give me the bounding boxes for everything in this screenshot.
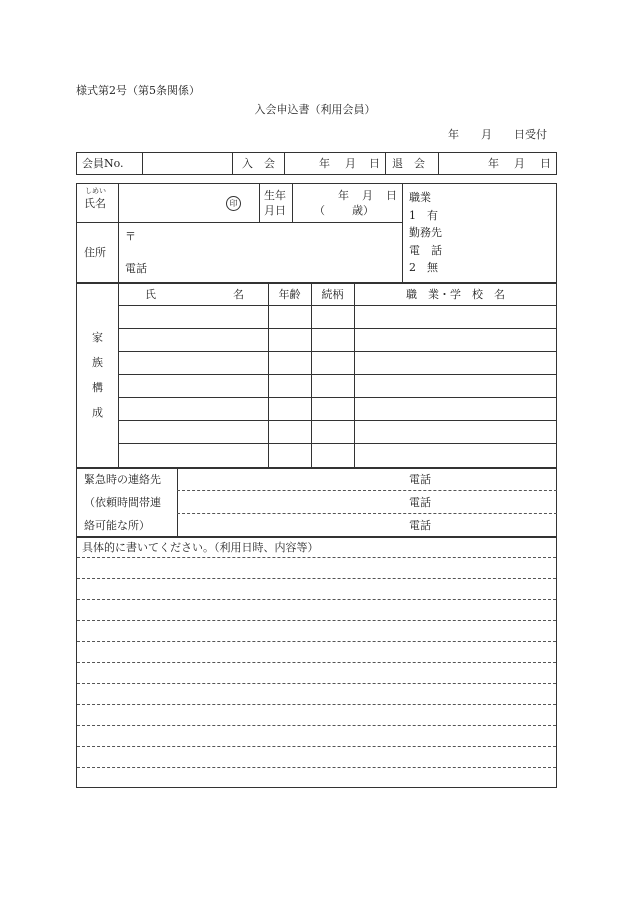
page-title: 入会申込書（利用会員）	[254, 103, 376, 116]
join-month-label: 月	[345, 157, 356, 170]
phone-label: 電話	[125, 262, 147, 275]
leave-day-label: 日	[540, 157, 551, 170]
emergency-label-line: 絡可能な所）	[84, 519, 150, 532]
join-year-label: 年	[319, 157, 330, 170]
form-number: 様式第2号（第5条関係）	[76, 84, 200, 97]
details-instruction: 具体的に書いてください。（利用日時、内容等）	[82, 541, 319, 554]
table-row[interactable]	[119, 375, 556, 397]
emergency-phone-label: 電話	[409, 473, 431, 486]
leave-year-label: 年	[488, 157, 499, 170]
received-day-label: 日受付	[514, 128, 547, 141]
family-col-name-2: 名	[233, 288, 244, 301]
birth-label-2: 月日	[264, 204, 286, 217]
emergency-label-line: 緊急時の連絡先	[84, 473, 161, 486]
family-label-char: 構	[92, 381, 103, 394]
birth-label-1: 生年	[264, 189, 286, 202]
family-col-age: 年齢	[278, 288, 301, 301]
member-no-field[interactable]	[143, 153, 231, 174]
age-label: 歳）	[352, 204, 374, 217]
leave-month-label: 月	[514, 157, 525, 170]
emergency-contact-field[interactable]	[178, 469, 556, 490]
birth-year-label: 年	[338, 189, 349, 202]
name-label: 氏名	[84, 197, 106, 210]
emergency-contact-field[interactable]	[178, 491, 556, 513]
table-row[interactable]	[119, 329, 556, 351]
workplace-label: 勤務先	[409, 226, 442, 239]
table-row[interactable]	[119, 444, 556, 467]
table-row[interactable]	[119, 352, 556, 374]
emergency-label-line: （依頼時間帯連	[84, 496, 161, 509]
occupation-label: 職業	[409, 191, 431, 204]
details-textarea[interactable]	[77, 558, 556, 787]
table-row[interactable]	[119, 306, 556, 328]
join-day-label: 日	[369, 157, 380, 170]
birth-day-label: 日	[386, 189, 397, 202]
family-label-char: 族	[92, 356, 103, 369]
member-no-label: 会員No.	[82, 157, 124, 170]
received-year-label: 年	[448, 128, 459, 141]
birth-month-label: 月	[362, 189, 373, 202]
occupation-option-yes[interactable]: 1 有	[409, 209, 438, 222]
seal-mark-icon: 印	[226, 196, 241, 211]
phone-field[interactable]	[152, 258, 398, 280]
age-open-paren: （	[314, 204, 325, 217]
received-month-label: 月	[481, 128, 492, 141]
family-label-char: 成	[92, 406, 103, 419]
name-ruby: しめい	[85, 187, 106, 195]
work-phone-label: 電 話	[409, 244, 442, 257]
family-col-relation: 続柄	[321, 288, 344, 301]
leave-label: 退 会	[392, 157, 425, 170]
join-label: 入 会	[242, 157, 275, 170]
address-label: 住所	[84, 246, 106, 259]
postal-mark: 〒	[125, 230, 136, 243]
table-row[interactable]	[119, 421, 556, 443]
address-field[interactable]	[138, 225, 398, 255]
emergency-contact-field[interactable]	[178, 514, 556, 536]
table-row[interactable]	[119, 398, 556, 420]
emergency-phone-label: 電話	[409, 496, 431, 509]
family-col-occupation: 職 業・学 校 名	[406, 288, 505, 301]
family-col-name-1: 氏	[145, 288, 156, 301]
occupation-option-no[interactable]: 2 無	[409, 261, 438, 274]
name-field[interactable]	[119, 184, 224, 221]
emergency-phone-label: 電話	[409, 519, 431, 532]
family-label-char: 家	[92, 331, 103, 344]
